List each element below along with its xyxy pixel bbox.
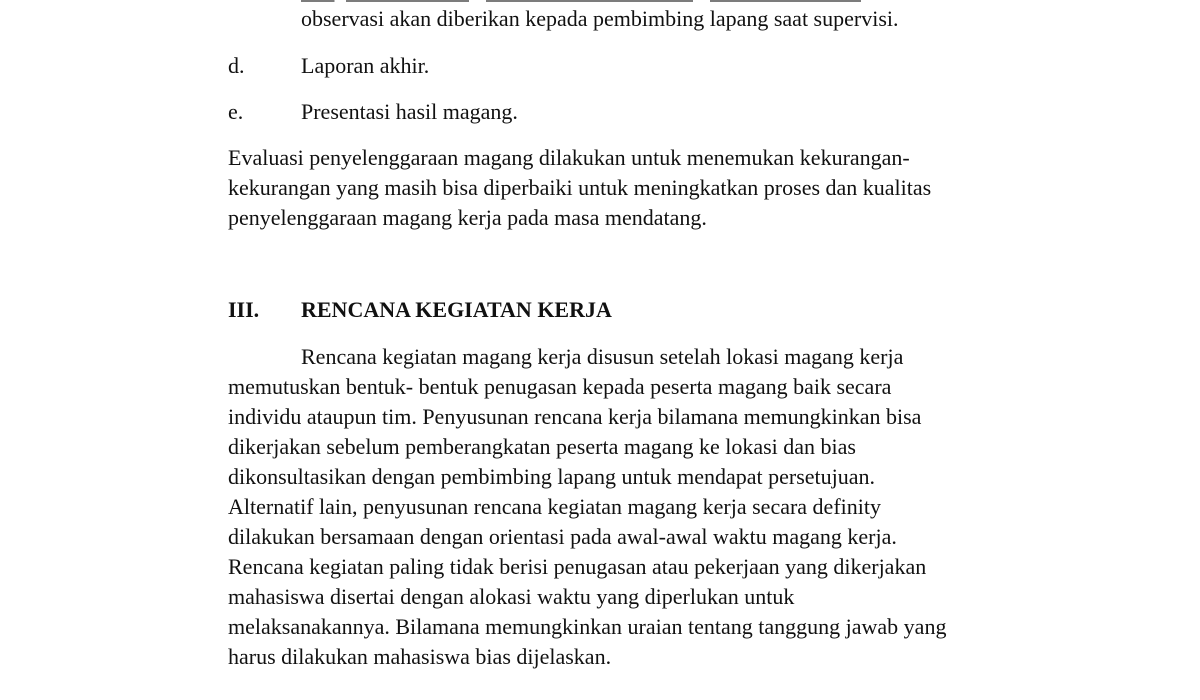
section-paragraph-line: Rencana kegiatan paling tidak berisi penugasan atau pekerjaan yang dikerjakan: [228, 554, 927, 579]
section-paragraph-line: mahasiswa disertai dengan alokasi waktu yang diperlukan untuk: [228, 584, 795, 609]
list-item-marker: d.: [228, 53, 245, 78]
section-paragraph-line: dikerjakan sebelum pemberangkatan peserta magang ke lokasi dan bias: [228, 434, 856, 459]
section-paragraph-line: melaksanakannya. Bilamana memungkinkan uraian tentang tanggung jawab yang: [228, 614, 947, 639]
list-item-marker: e.: [228, 99, 244, 124]
section-paragraph-line: Rencana kegiatan magang kerja disusun setelah lokasi magang kerja: [301, 344, 904, 369]
clipped-line-fragment: [301, 0, 861, 2]
section-paragraph-line: harus dilakukan mahasiswa bias dijelaskan.: [228, 644, 612, 669]
section-paragraph-line: dikonsultasikan dengan pembimbing lapang untuk mendapat persetujuan.: [228, 464, 876, 489]
section-paragraph-line: Alternatif lain, penyusunan rencana kegiatan magang kerja secara definity: [228, 494, 881, 519]
evaluation-paragraph-line: penyelenggaraan magang kerja pada masa mendatang.: [228, 205, 707, 230]
section-paragraph-line: individu ataupun tim. Penyusunan rencana kerja bilamana memungkinkan bisa: [228, 404, 922, 429]
list-item-text: Presentasi hasil magang.: [301, 99, 518, 124]
section-paragraph-line: memutuskan bentuk- bentuk penugasan kepada peserta magang baik secara: [228, 374, 892, 399]
section-number: III.: [228, 297, 260, 322]
list-continuation-line: observasi akan diberikan kepada pembimbing lapang saat supervisi.: [301, 6, 899, 31]
evaluation-paragraph-line: kekurangan yang masih bisa diperbaiki untuk meningkatkan proses dan kualitas: [228, 175, 932, 200]
list-item-text: Laporan akhir.: [301, 53, 430, 78]
section-title: RENCANA KEGIATAN KERJA: [301, 297, 612, 322]
evaluation-paragraph-line: Evaluasi penyelenggaraan magang dilakukan untuk menemukan kekurangan-: [228, 145, 910, 170]
section-paragraph-line: dilakukan bersamaan dengan orientasi pada awal-awal waktu magang kerja.: [228, 524, 897, 549]
